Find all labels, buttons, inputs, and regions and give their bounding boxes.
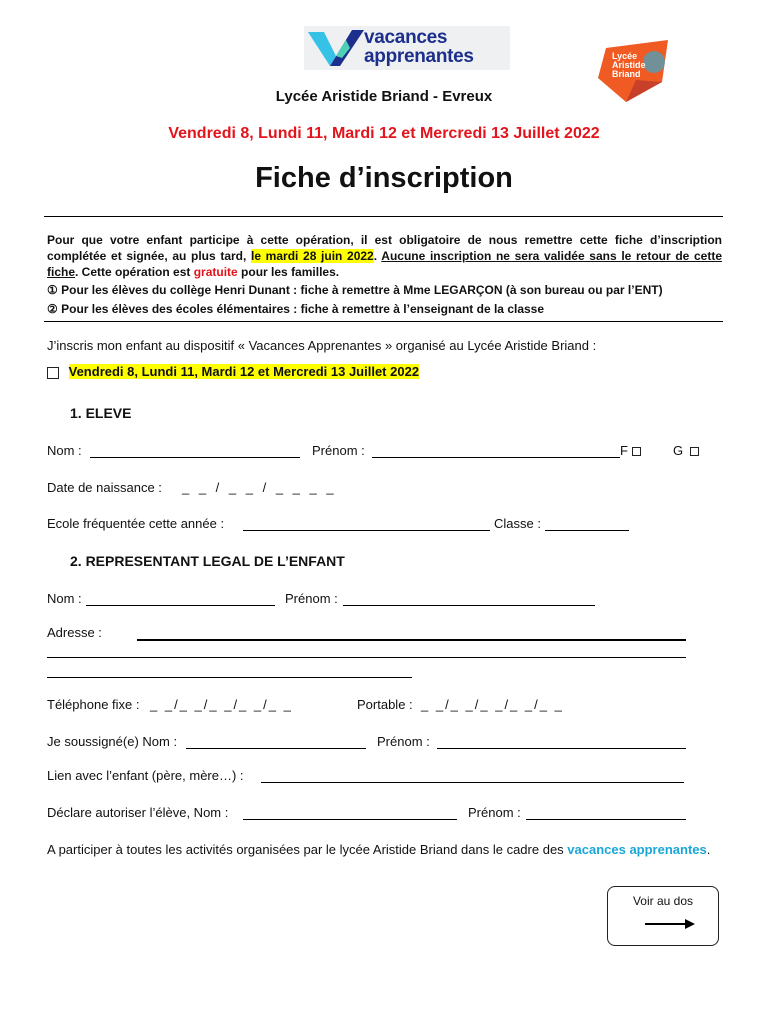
section-representant: 2. REPRESENTANT LEGAL DE L’ENFANT bbox=[70, 553, 345, 569]
ecole-label: Ecole fréquentée cette année : bbox=[47, 516, 225, 531]
naissance-field[interactable]: _ _ / _ _ / _ _ _ _ bbox=[182, 480, 337, 495]
eleve-prenom-label: Prénom : bbox=[312, 443, 365, 458]
logo-line1: vacances bbox=[364, 27, 448, 48]
page-title: Fiche d’inscription bbox=[255, 162, 513, 194]
lycee-logo-line1: Lycée bbox=[612, 51, 638, 61]
event-dates: Vendredi 8, Lundi 11, Mardi 12 et Mercredi 13 Juillet 2022 bbox=[168, 125, 600, 142]
declare-prenom-field[interactable] bbox=[526, 807, 686, 820]
bullet-1-text: Pour les élèves du collège Henri Dunant : fiche à remettre à Mme LEGARÇON (à son bureau ou par l’ENT) bbox=[61, 283, 663, 297]
lien-label: Lien avec l’enfant (père, mère…) : bbox=[47, 768, 244, 783]
school-name: Lycée Aristide Briand - Evreux bbox=[275, 88, 493, 105]
logo-v-icon bbox=[306, 28, 366, 68]
voir-au-dos-label: Voir au dos bbox=[632, 894, 694, 908]
soussigne-prenom-field[interactable] bbox=[437, 736, 686, 749]
lycee-logo-line2: Aristide bbox=[612, 60, 646, 70]
logo-line2: apprenantes bbox=[364, 46, 474, 67]
adresse-label: Adresse : bbox=[47, 625, 102, 640]
rep-prenom-label: Prénom : bbox=[285, 591, 338, 606]
enroll-option bbox=[47, 364, 419, 379]
portable-field[interactable]: _ _/_ _/_ _/_ _/_ _ bbox=[421, 697, 564, 712]
closing-part1: A participer à toutes les activités organisées par le lycée Aristide Briand dans le cadre des bbox=[47, 842, 568, 857]
closing-part2: . bbox=[706, 842, 711, 857]
declare-prenom-label: Prénom : bbox=[468, 805, 521, 820]
intro-paragraph bbox=[47, 232, 722, 280]
intro-part4: pour les familles. bbox=[237, 265, 340, 279]
soussigne-label: Je soussigné(e) Nom : bbox=[47, 734, 178, 749]
declare-nom-field[interactable] bbox=[243, 807, 457, 820]
lycee-logo-line3: Briand bbox=[612, 69, 641, 79]
enroll-text: J’inscris mon enfant au dispositif « Vacances Apprenantes » organisé au Lycée Aristide Briand : bbox=[47, 338, 597, 353]
closing-highlight: vacances apprenantes bbox=[567, 842, 707, 857]
declare-label: Déclare autoriser l’élève, Nom : bbox=[47, 805, 229, 820]
sex-g-label: G bbox=[673, 443, 684, 458]
enroll-checkbox[interactable] bbox=[47, 367, 59, 379]
bullet-1 bbox=[47, 283, 663, 297]
logo-text bbox=[364, 28, 474, 66]
adresse-line-1[interactable] bbox=[137, 639, 686, 641]
bullet-2-num: ② bbox=[47, 302, 58, 316]
bullet-2-text: Pour les élèves des écoles élémentaires : fiche à remettre à l’enseignant de la classe bbox=[61, 302, 545, 316]
lien-field[interactable] bbox=[261, 770, 684, 783]
tel-fixe-field[interactable]: _ _/_ _/_ _/_ _/_ _ bbox=[150, 697, 293, 712]
arrow-right-icon bbox=[645, 917, 695, 931]
section-eleve: 1. ELEVE bbox=[70, 405, 132, 421]
divider-top bbox=[44, 216, 723, 217]
eleve-prenom-field[interactable] bbox=[372, 445, 620, 458]
intro-part2: . bbox=[373, 249, 382, 263]
adresse-line-3[interactable] bbox=[47, 677, 412, 678]
soussigne-nom-field[interactable] bbox=[186, 736, 366, 749]
soussigne-prenom-label: Prénom : bbox=[377, 734, 430, 749]
closing-paragraph bbox=[47, 840, 722, 859]
warning: Aucune inscription ne sera validée sans le retour de cette fiche bbox=[47, 249, 722, 279]
enroll-option-label: Vendredi 8, Lundi 11, Mardi 12 et Mercredi 13 Juillet 2022 bbox=[68, 364, 420, 379]
free-label: gratuite bbox=[193, 265, 238, 279]
divider-bottom bbox=[44, 321, 723, 322]
bullet-1-num: ① bbox=[47, 283, 58, 297]
eleve-nom-field[interactable] bbox=[90, 445, 300, 458]
intro-part1: Pour que votre enfant participe à cette opération, il est obligatoire de nous remettre cette fiche d’inscription complétée et signée, au plus tard, bbox=[47, 233, 722, 263]
sex-f-checkbox[interactable] bbox=[632, 447, 641, 456]
naissance-label: Date de naissance : bbox=[47, 480, 162, 495]
lycee-logo-text bbox=[612, 52, 646, 79]
classe-field[interactable] bbox=[545, 518, 629, 531]
rep-nom-label: Nom : bbox=[47, 591, 82, 606]
sex-f-label: F bbox=[620, 443, 628, 458]
portable-label: Portable : bbox=[357, 697, 413, 712]
sex-g-checkbox[interactable] bbox=[690, 447, 699, 456]
rep-nom-field[interactable] bbox=[86, 593, 275, 606]
rep-prenom-field[interactable] bbox=[343, 593, 595, 606]
adresse-line-2[interactable] bbox=[47, 657, 686, 658]
deadline: le mardi 28 juin 2022 bbox=[251, 249, 374, 263]
classe-label: Classe : bbox=[494, 516, 541, 531]
intro-part3: . Cette opération est bbox=[75, 265, 194, 279]
ecole-field[interactable] bbox=[243, 518, 490, 531]
bullet-2 bbox=[47, 302, 544, 316]
eleve-nom-label: Nom : bbox=[47, 443, 82, 458]
tel-fixe-label: Téléphone fixe : bbox=[47, 697, 140, 712]
